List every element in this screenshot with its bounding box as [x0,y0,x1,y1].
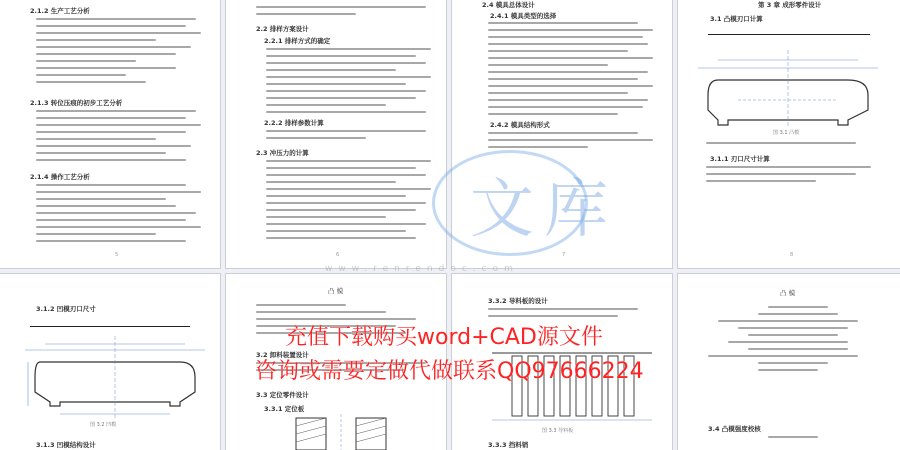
section-heading: 3.1.2 凹模刃口尺寸 [36,305,96,313]
paragraph-lines [36,110,206,166]
section-heading: 3.4 凸模强度校核 [708,425,761,433]
punch-drawing [698,40,888,130]
doc-page-5[interactable] [0,274,220,450]
promo-line-2: 咨询或需要定做代做联系QQ97666224 [255,359,644,384]
formula-lines [708,436,888,443]
page-number: 6 [336,252,340,258]
die-drawing [20,332,210,422]
doc-page-8[interactable] [678,274,900,450]
chapter-heading: 第 3 章 成形零件设计 [758,1,822,9]
section-heading: 2.2.1 排样方式的确定 [264,37,331,45]
section-heading: 2.3 冲压力的计算 [256,149,309,157]
top-edge-line [30,326,190,327]
figure-caption: 图 3.3 导料板 [542,428,574,434]
doc-page-4[interactable] [678,0,900,268]
doc-page-2[interactable] [226,0,446,268]
top-edge-line [708,34,870,35]
section-heading: 3.1 凸模刃口计算 [710,15,763,23]
section-heading: 3.1.3 凹模结构设计 [36,441,96,449]
page-number: 8 [790,252,794,258]
section-heading: 2.1.3 转位压痕的初步工艺分析 [30,99,123,107]
doc-page-1[interactable] [0,0,220,268]
section-heading: 3.2 卸料装置设计 [256,351,309,359]
section-heading: 3.1.1 刃口尺寸计算 [710,155,770,163]
paragraph-lines [36,184,206,247]
formula-lines [708,306,888,376]
paragraph-lines [266,130,436,144]
figure-caption: 图 3.1 凸模 [773,130,800,136]
section-heading: 2.4.2 模具结构形式 [490,121,550,129]
section-heading: 2.4.1 模具类型的选择 [490,12,557,20]
section-heading: 2.4 模具总体设计 [482,1,535,9]
promo-line-1: 充值下载购买word+CAD源文件 [285,325,603,350]
section-heading: 3.3.3 挡料销 [488,441,529,449]
locator-drawing [286,414,446,450]
section-heading: 3.3.2 导料板的设计 [488,297,548,305]
paragraph-lines [706,166,886,187]
section-heading: 2.2 排样方案设计 [256,25,309,33]
page-number: 7 [562,252,566,258]
section-heading: 3.3 定位零件设计 [256,391,309,399]
section-heading: 2.2.2 排样参数计算 [264,119,324,127]
paragraph-lines [256,6,436,20]
section-heading: 3.3.1 定位板 [264,405,305,413]
paragraph-lines [706,142,886,149]
paragraph-lines [36,18,206,88]
paragraph-lines [266,160,436,244]
paragraph-lines [488,22,663,120]
watermark-logo-text: 文库 [470,173,618,247]
watermark-url: www.renrendoc.com [325,264,519,274]
section-heading: 2.1.2 生产工艺分析 [30,7,90,15]
paragraph-lines [266,48,436,118]
page-header: 凸 模 [780,289,796,297]
section-heading: 2.1.4 操作工艺分析 [30,173,90,181]
page-number: 5 [115,252,119,258]
figure-caption: 图 3.2 凹模 [90,422,117,428]
page-header: 凸 模 [328,287,344,295]
